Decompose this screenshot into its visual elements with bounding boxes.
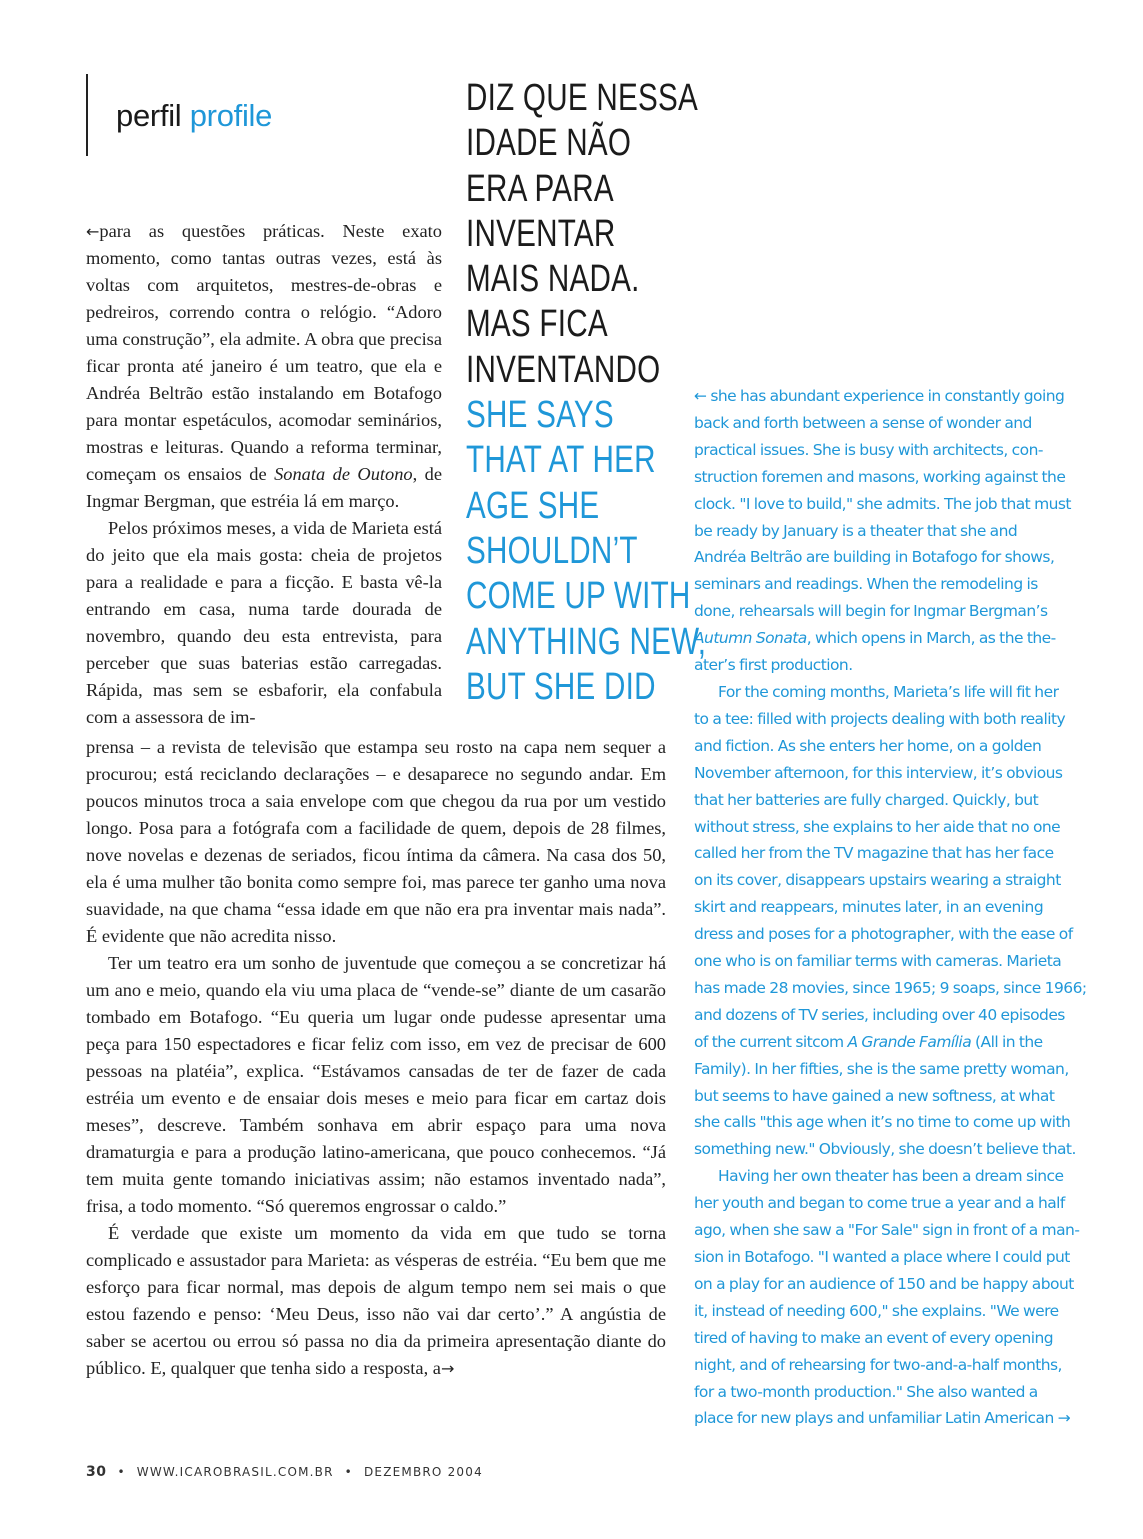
en-line: and dozens of TV series, including over 40 episodes [694,1005,1065,1024]
pull-quote-line: ANYTHING NEW, [466,620,707,663]
en-line: something new." Obviously, she doesn’t believe that. [694,1140,1076,1159]
en-line: clock. "I love to build," she admits. The job that must [694,494,1071,513]
en-line: November afternoon, for this interview, it’s obvious [694,763,1063,782]
article-body-pt-wide [86,734,666,1382]
en-line: practical issues. She is busy with architects, con- [694,440,1043,459]
pull-quote [466,76,707,710]
pull-quote-line: MAIS NADA. [466,258,640,301]
paragraph: Ter um teatro era um sonho de juventude que começou a se concretizar há um ano e meio, quando ela viu uma placa de “vende-se” diante de um casarão tombado em Botafogo. “Eu queria um lugar onde pudesse apresentar uma peça para 150 espectadores e ficar feliz com isso, em vez de precisar de 600 pessoas na platéia”, explica. “Estávamos cansadas de ter de fazer de cada estréia um evento e de ensaiar dois meses e meio para ficar em cartaz dois meses”, descreve. Também sonhava em abrir espaço para uma nova dramaturgia e para a produção latino-americana, que pouco conhecemos. “Já tem muita gente tomando iniciativas assim; não estamos inventado nada”, frisa, a todo momento. “Só queremos engrossar o caldo.” [86,953,666,1216]
en-line: Andréa Beltrão are building in Botafogo for shows, [694,548,1055,567]
footer-website: WWW.ICAROBRASIL.COM.BR [136,1465,334,1479]
en-line: ater’s first production. [694,656,853,675]
footer-issue: DEZEMBRO 2004 [363,1465,483,1479]
en-line: but seems to have gained a new softness, at what [694,1086,1055,1105]
en-line: and fiction. As she enters her home, on a golden [694,736,1042,755]
paragraph: É verdade que existe um momento da vida em que tudo se torna complicado e assustador para Marieta: as vésperas de estréia. “Eu bem que me esforço para ficar normal, mas depois de algum tempo nem sei mais o que estou fazendo e penso: ‘Meu Deus, isso não vai dar certo’.” A angústia de saber se acertou ou errou só passa no dia da primeira apresentação diante do público. E, qualquer que tenha sido a resposta, a→ [86,1223,666,1378]
paragraph: prensa – a revista de televisão que estampa seu rosto na capa nem sequer a procurou; está reciclando declarações – e desaparece no segundo andar. Em poucos minutos troca a saia envelope com que chegou da rua por um vestido longo. Posa para a fotógrafa com a facilidade de quem, depois de 28 filmes, nove novelas e dezenas de seriados, ficou íntima da câmera. Na casa dos 50, ela é uma mulher tão bonita como sempre foi, mas parece ter ganho uma nova suavidade, na que chama “essa idade em que não era pra inventar mais nada”. É evidente que não acredita nisso. [86,737,666,946]
page-footer [86,1464,483,1480]
en-line: one who is on familiar terms with cameras. Marieta [694,952,1062,971]
section-label [116,96,272,136]
section-label-en: profile [189,98,273,133]
en-line: done, rehearsals will begin for Ingmar Bergman’s [694,602,1048,621]
article-body-pt-top [86,218,442,731]
work-title: A Grande Família [847,1032,972,1051]
en-line: that her batteries are fully charged. Quickly, but [694,790,1039,809]
pull-quote-line: SHE SAYS [466,394,614,437]
en-line: back and forth between a sense of wonder and [694,413,1032,432]
pull-quote-line: SHOULDN’T [466,529,638,572]
footer-separator: • [117,1465,126,1479]
pull-quote-line: INVENTANDO [466,348,661,391]
en-line: place for new plays and unfamiliar Latin American → [694,1409,1071,1428]
en-line: on a play for an audience of 150 and be happy about [694,1274,1074,1293]
paragraph: Pelos próximos meses, a vida de Marieta está do jeito que ela mais gosta: cheia de projetos para a realidade e para a ficção. E basta vê-la entrando em casa, numa tarde dourada de novembro, quando deu esta entrevista, para perceber que suas baterias estão carregadas. Rápida, mas sem se esbaforir, ela confabula com a assessora de im- [86,518,443,727]
page-number: 30 [86,1464,107,1480]
pull-quote-pt [466,76,698,393]
en-line: Autumn Sonata, which opens in March, as the the- [694,629,1056,648]
article-body-en [694,383,1094,1432]
en-line: without stress, she explains to her aide that no one [694,817,1061,836]
en-line: be ready by January is a theater that she and [694,521,1018,540]
pull-quote-line: ERA PARA [466,167,614,210]
en-line: to a tee: filled with projects dealing with both reality [694,709,1066,728]
work-title: Sonata de Outono [274,464,413,484]
en-line: it, instead of needing 600," she explains. "We were [694,1301,1059,1320]
en-line: For the coming months, Marieta’s life will fit her [718,682,1059,701]
en-line: Having her own theater has been a dream since [718,1167,1064,1186]
en-line: night, and of rehearsing for two-and-a-half months, [694,1355,1062,1374]
en-line: tired of having to make an event of every opening [694,1328,1054,1347]
en-line: for a two-month production." She also wanted a [694,1382,1038,1401]
en-line: dress and poses for a photographer, with the ease of [694,925,1073,944]
pull-quote-line: COME UP WITH [466,575,691,618]
paragraph: ←para as questões práticas. Neste exato momento, como tantas outras vezes, está às voltas com arquitetos, mestres-de-obras e pedreiros, correndo contra o relógio. “Adoro uma construção”, ela admite. A obra que precisa ficar pronta até janeiro é um teatro, que ela e Andréa Beltrão estão instalando em Botafogo para montar espetáculos, acomodar seminários, mostras e leituras. Quando a reforma terminar, começam os ensaios de Sonata de Outono, de Ingmar Bergman, que estréia lá em março. [86,221,443,511]
pull-quote-line: MAS FICA [466,303,608,346]
work-title: Autumn Sonata [694,629,807,648]
en-line: skirt and reappears, minutes later, in an evening [694,898,1044,917]
en-line: called her from the TV magazine that has her face [694,844,1054,863]
pull-quote-line: AGE SHE [466,484,600,527]
section-label-pt: perfil [116,98,182,133]
en-line: ago, when she saw a "For Sale" sign in front of a man- [694,1221,1080,1240]
footer-separator: • [344,1465,353,1479]
pull-quote-en [466,393,707,710]
en-line: sion in Botafogo. "I wanted a place where I could put [694,1248,1070,1266]
pull-quote-line: DIZ QUE NESSA [466,77,698,119]
pull-quote-line: IDADE NÃO [466,122,632,165]
en-line: has made 28 movies, since 1965; 9 soaps, since 1966; [694,978,1087,997]
pull-quote-line: BUT SHE DID [466,665,656,708]
en-line: Family). In her fifties, she is the same pretty woman, [694,1059,1069,1078]
en-line: ← she has abundant experience in constantly going [694,387,1065,405]
en-line: of the current sitcom A Grande Família (All in the [694,1032,1043,1051]
pull-quote-line: INVENTAR [466,212,616,255]
header-rule [86,74,88,156]
en-line: she calls "this age when it’s no time to come up with [694,1113,1071,1132]
continued-arrow-icon: ← [86,222,100,241]
en-line: her youth and began to come true a year and a half [694,1194,1065,1213]
pull-quote-line: THAT AT HER [466,439,656,482]
en-line: struction foremen and masons, working against the [694,467,1066,486]
en-line: seminars and readings. When the remodeling is [694,575,1038,594]
continues-arrow-icon: → [440,1359,455,1378]
en-line: on its cover, disappears upstairs wearing a straight [694,871,1061,890]
